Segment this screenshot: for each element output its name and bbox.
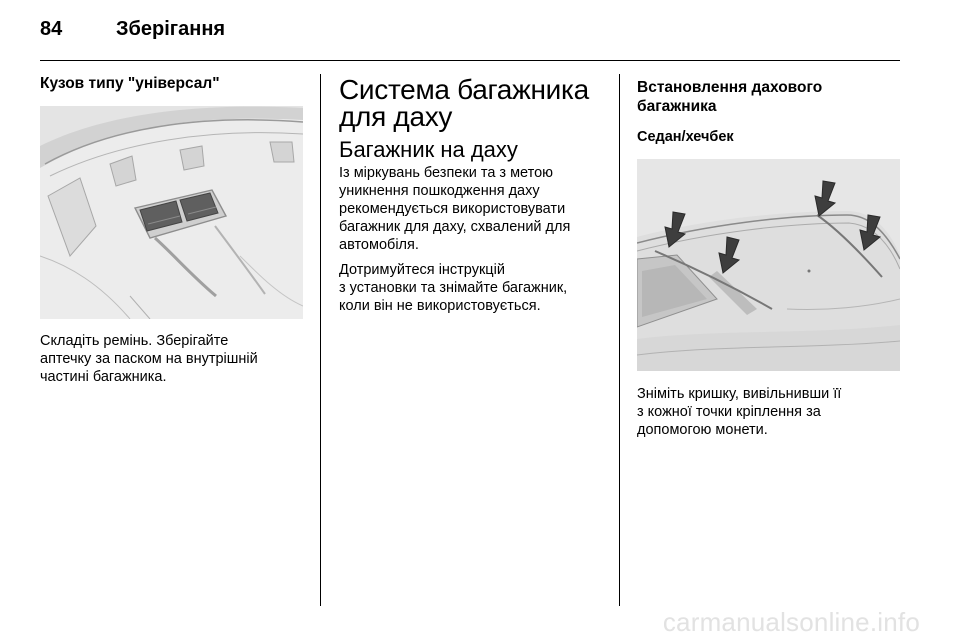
paragraph-line: з установки та знімайте багажник,	[339, 280, 568, 296]
right-column	[637, 78, 902, 147]
caption-line: частині багажника.	[40, 369, 167, 385]
paragraph-line: автомобіля.	[339, 237, 419, 253]
subsection-heading: Багажник на даху	[339, 137, 518, 162]
section-heading-line: Система багажника	[339, 74, 589, 105]
roof-cover-caption	[637, 385, 902, 439]
paragraph-line: уникнення пошкодження даху	[339, 183, 540, 199]
roof-cover-drawing	[637, 159, 900, 371]
section-heading-line: для даху	[339, 101, 453, 132]
caption-line: Складіть ремінь. Зберігайте	[40, 333, 229, 349]
paragraph-line: коли він не використовується.	[339, 298, 541, 314]
paragraph-line: Дотримуйтеся інструкцій	[339, 262, 505, 278]
sedan-hatchback-subheading: Седан/хечбек	[637, 129, 734, 145]
caption-line: аптечку за паском на внутрішній	[40, 351, 258, 367]
install-heading-line: багажника	[637, 98, 717, 115]
column-divider-2	[619, 74, 620, 606]
instructions-paragraph	[339, 261, 609, 315]
install-heading-line: Встановлення дахового	[637, 79, 823, 96]
section-title: Зберігання	[116, 18, 226, 40]
paragraph-line: Із міркувань безпеки та з метою	[339, 165, 554, 181]
estate-caption	[40, 332, 308, 386]
middle-column	[339, 76, 609, 315]
site-watermark: carmanualsonline.info	[662, 607, 920, 637]
caption-line: з кожної точки кріплення за	[637, 404, 821, 420]
paragraph-line: багажник для даху, схвалений для	[339, 219, 571, 235]
column-divider-1	[320, 74, 321, 606]
header-rule	[40, 60, 900, 61]
paragraph-line: рекомендується використовувати	[339, 201, 566, 217]
page-number: 84	[40, 18, 63, 40]
caption-line: допомогою монети.	[637, 422, 768, 438]
safety-paragraph	[339, 164, 609, 254]
caption-line: Зніміть кришку, вивільнивши її	[637, 386, 842, 402]
estate-heading: Кузов типу "універсал"	[40, 75, 220, 92]
estate-trunk-drawing	[40, 106, 303, 319]
estate-trunk-illustration	[40, 106, 303, 319]
left-column	[40, 74, 308, 93]
roof-cover-illustration	[637, 159, 900, 371]
